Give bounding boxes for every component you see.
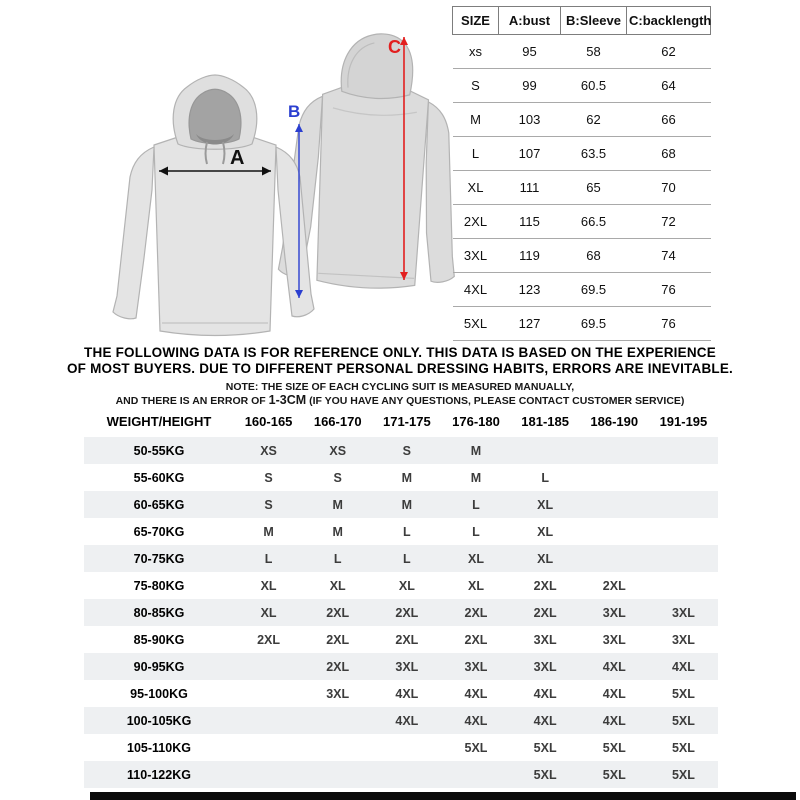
table-cell: S bbox=[264, 497, 273, 512]
table-cell bbox=[580, 437, 649, 464]
table-cell: 3XL bbox=[533, 632, 557, 647]
table-cell: 3XL bbox=[602, 632, 626, 647]
table-cell: L bbox=[333, 551, 342, 566]
table-cell: 3XL bbox=[395, 659, 419, 674]
table-header-row bbox=[453, 7, 711, 35]
disclaimer bbox=[0, 345, 800, 408]
table-row bbox=[84, 464, 718, 491]
table-cell: 72 bbox=[627, 205, 711, 239]
table-cell: XL bbox=[398, 578, 415, 593]
table-row bbox=[84, 545, 718, 572]
back-hoodie-body bbox=[313, 86, 429, 290]
table-cell bbox=[649, 437, 718, 464]
table-cell: xs bbox=[453, 35, 499, 69]
table-cell: 5XL bbox=[671, 767, 695, 782]
table-cell: 3XL bbox=[533, 659, 557, 674]
table-cell: S bbox=[453, 69, 499, 103]
table-row bbox=[84, 599, 718, 626]
table-row bbox=[84, 680, 718, 707]
table-cell: M bbox=[453, 103, 499, 137]
table-cell: 4XL bbox=[395, 686, 419, 701]
weight-height-table bbox=[84, 406, 718, 788]
note-line2-emphasis: 1-3CM bbox=[268, 393, 307, 407]
table-cell bbox=[234, 680, 303, 707]
table-cell: 4XL bbox=[453, 273, 499, 307]
note-line2-prefix: AND THERE IS AN ERROR OF bbox=[115, 395, 269, 407]
table-cell: M bbox=[401, 470, 413, 485]
bottom-bar bbox=[90, 792, 796, 800]
table-cell: XL bbox=[468, 578, 484, 593]
table-cell: 63.5 bbox=[561, 137, 627, 171]
table-row bbox=[453, 103, 711, 137]
table-cell: L bbox=[453, 137, 499, 171]
table-cell bbox=[649, 491, 718, 518]
table-cell bbox=[580, 545, 649, 572]
table-cell: 65 bbox=[561, 171, 627, 205]
front-hoodie-left-sleeve bbox=[113, 147, 154, 319]
table-cell: 2XL bbox=[326, 605, 350, 620]
column-header: 171-175 bbox=[382, 414, 431, 429]
table-cell: 5XL bbox=[602, 767, 626, 782]
table-cell: 2XL bbox=[257, 632, 281, 647]
table-cell: 2XL bbox=[326, 659, 350, 674]
table-cell: 4XL bbox=[464, 686, 488, 701]
table-cell bbox=[234, 707, 303, 734]
table-cell bbox=[234, 761, 303, 788]
table-cell: 127 bbox=[499, 307, 561, 341]
table-cell bbox=[649, 464, 718, 491]
table-cell: 4XL bbox=[671, 659, 695, 674]
table-cell: 60-65KG bbox=[133, 497, 185, 512]
note-line1: NOTE: THE SIZE OF EACH CYCLING SUIT IS MEASURED MANUALLY, bbox=[225, 381, 575, 393]
table-cell: M bbox=[263, 524, 274, 539]
column-header: 186-190 bbox=[590, 414, 639, 429]
column-header: 191-195 bbox=[659, 414, 708, 429]
column-header: B:Sleeve bbox=[561, 7, 627, 35]
table-cell: XL bbox=[260, 605, 277, 620]
table-cell: 75-80KG bbox=[133, 578, 185, 593]
table-row bbox=[84, 734, 718, 761]
table-cell: 4XL bbox=[464, 713, 488, 728]
column-header: 160-165 bbox=[244, 414, 293, 429]
size-spec-table bbox=[452, 6, 711, 341]
table-cell: 50-55KG bbox=[133, 443, 185, 458]
table-cell: 115 bbox=[499, 205, 561, 239]
table-cell: 2XL bbox=[464, 632, 488, 647]
table-cell: 5XL bbox=[671, 713, 695, 728]
note-line2-suffix: (IF YOU HAVE ANY QUESTIONS, PLEASE CONTACT CUSTOMER SERVICE) bbox=[306, 395, 685, 407]
table-cell bbox=[580, 464, 649, 491]
table-cell bbox=[303, 707, 372, 734]
table-row bbox=[84, 626, 718, 653]
front-hoodie-body bbox=[154, 137, 276, 336]
table-row bbox=[453, 137, 711, 171]
table-cell: 80-85KG bbox=[133, 605, 185, 620]
table-cell: 69.5 bbox=[561, 307, 627, 341]
table-row bbox=[84, 761, 718, 788]
table-cell: 4XL bbox=[602, 713, 626, 728]
table-cell: L bbox=[403, 551, 411, 566]
table-cell: 90-95KG bbox=[133, 659, 185, 674]
table-cell: XL bbox=[453, 171, 499, 205]
table-cell: 85-90KG bbox=[133, 632, 185, 647]
table-cell bbox=[441, 761, 510, 788]
table-cell: 5XL bbox=[533, 767, 557, 782]
table-cell bbox=[234, 734, 303, 761]
column-header: A:bust bbox=[499, 7, 561, 35]
table-cell: 66.5 bbox=[561, 205, 627, 239]
table-row bbox=[84, 437, 718, 464]
measurement-label-c: C bbox=[388, 37, 401, 57]
table-cell: 5XL bbox=[453, 307, 499, 341]
table-cell: 105-110KG bbox=[127, 740, 191, 755]
table-cell: 74 bbox=[627, 239, 711, 273]
table-cell: 2XL bbox=[395, 605, 419, 620]
table-row bbox=[84, 518, 718, 545]
table-cell bbox=[649, 545, 718, 572]
table-cell: 2XL bbox=[395, 632, 419, 647]
table-cell: S bbox=[264, 470, 273, 485]
table-cell: M bbox=[470, 443, 482, 458]
table-cell: XL bbox=[537, 551, 554, 566]
table-row bbox=[84, 653, 718, 680]
table-cell: S bbox=[333, 470, 342, 485]
table-cell: XL bbox=[468, 551, 484, 566]
table-cell: M bbox=[401, 497, 413, 512]
table-cell bbox=[234, 653, 303, 680]
measurement-label-b: B bbox=[288, 102, 301, 121]
table-row bbox=[84, 707, 718, 734]
table-cell: 55-60KG bbox=[133, 470, 185, 485]
table-cell: XL bbox=[537, 497, 554, 512]
disclaimer-line1: THE FOLLOWING DATA IS FOR REFERENCE ONLY. THIS DATA IS BASED ON THE EXPERIENCE bbox=[84, 345, 716, 360]
table-cell: M bbox=[332, 497, 343, 512]
table-cell: 76 bbox=[627, 273, 711, 307]
table-cell: L bbox=[403, 524, 411, 539]
table-cell: 95 bbox=[499, 35, 561, 69]
table-cell: 100-105KG bbox=[126, 713, 192, 728]
table-cell: 5XL bbox=[602, 740, 626, 755]
table-cell: 5XL bbox=[464, 740, 488, 755]
table-cell: 95-100KG bbox=[130, 686, 188, 701]
table-cell: 68 bbox=[627, 137, 711, 171]
table-row bbox=[453, 307, 711, 341]
column-header: 166-170 bbox=[313, 414, 362, 429]
table-cell: 99 bbox=[499, 69, 561, 103]
table-cell: 5XL bbox=[671, 740, 695, 755]
table-row bbox=[453, 69, 711, 103]
table-cell bbox=[649, 518, 718, 545]
table-cell: 3XL bbox=[671, 605, 695, 620]
column-header: 181-185 bbox=[521, 414, 569, 429]
table-cell: 2XL bbox=[602, 578, 626, 593]
table-cell: 5XL bbox=[533, 740, 557, 755]
table-cell: 66 bbox=[627, 103, 711, 137]
table-cell: 103 bbox=[499, 103, 561, 137]
table-cell: XL bbox=[329, 578, 346, 593]
table-cell: 62 bbox=[627, 35, 711, 69]
table-cell: 5XL bbox=[671, 686, 695, 701]
table-cell: 69.5 bbox=[561, 273, 627, 307]
table-cell: 4XL bbox=[533, 713, 557, 728]
table-row bbox=[84, 491, 718, 518]
table-cell: 107 bbox=[499, 137, 561, 171]
table-cell: 62 bbox=[561, 103, 627, 137]
table-cell: XS bbox=[329, 443, 347, 458]
disclaimer-line2: OF MOST BUYERS. DUE TO DIFFERENT PERSONAL DRESSING HABITS, ERRORS ARE INEVITABLE. bbox=[66, 361, 733, 376]
front-hoodie-illustration bbox=[113, 75, 314, 336]
table-cell: M bbox=[470, 470, 482, 485]
table-cell: 3XL bbox=[326, 686, 350, 701]
table-cell: 64 bbox=[627, 69, 711, 103]
table-cell: 4XL bbox=[602, 659, 626, 674]
table-cell bbox=[580, 491, 649, 518]
table-cell: 2XL bbox=[464, 605, 488, 620]
hoodie-measurement-diagram bbox=[0, 0, 465, 348]
table-cell: 76 bbox=[627, 307, 711, 341]
column-header: SIZE bbox=[453, 7, 499, 35]
column-header: WEIGHT/HEIGHT bbox=[106, 414, 212, 429]
table-cell: 111 bbox=[499, 171, 561, 205]
column-header: C:backlength bbox=[627, 7, 711, 35]
table-cell: 2XL bbox=[326, 632, 350, 647]
table-cell: 70 bbox=[627, 171, 711, 205]
table-cell bbox=[649, 572, 718, 599]
table-cell: 3XL bbox=[671, 632, 695, 647]
table-cell: XL bbox=[537, 524, 554, 539]
table-cell: S bbox=[402, 443, 412, 458]
table-row bbox=[453, 205, 711, 239]
table-cell: 4XL bbox=[395, 713, 419, 728]
measurement-label-a: A bbox=[230, 147, 245, 169]
table-cell bbox=[580, 518, 649, 545]
table-cell: 70-75KG bbox=[133, 551, 185, 566]
table-cell: L bbox=[472, 524, 480, 539]
table-row bbox=[453, 171, 711, 205]
table-cell: M bbox=[332, 524, 343, 539]
table-header-row bbox=[84, 406, 718, 437]
table-cell: 2XL bbox=[533, 578, 557, 593]
table-cell: 119 bbox=[499, 239, 561, 273]
column-header: 176-180 bbox=[452, 414, 500, 429]
table-cell bbox=[372, 761, 441, 788]
table-cell: 4XL bbox=[533, 686, 557, 701]
table-cell: 4XL bbox=[602, 686, 626, 701]
table-cell: L bbox=[472, 497, 480, 512]
table-row bbox=[84, 572, 718, 599]
table-row bbox=[453, 239, 711, 273]
table-cell: 3XL bbox=[602, 605, 626, 620]
table-cell: L bbox=[541, 470, 549, 485]
table-cell bbox=[303, 761, 372, 788]
table-cell: 60.5 bbox=[561, 69, 627, 103]
table-cell bbox=[303, 734, 372, 761]
table-cell: 65-70KG bbox=[133, 524, 185, 539]
table-row bbox=[453, 35, 711, 69]
table-cell: L bbox=[264, 551, 273, 566]
table-cell: 58 bbox=[561, 35, 627, 69]
table-cell: XL bbox=[260, 578, 277, 593]
table-row bbox=[453, 273, 711, 307]
table-cell: 2XL bbox=[533, 605, 557, 620]
table-cell: 3XL bbox=[453, 239, 499, 273]
table-cell: 123 bbox=[499, 273, 561, 307]
table-cell: 2XL bbox=[453, 205, 499, 239]
table-cell: XS bbox=[260, 443, 277, 458]
table-cell bbox=[372, 734, 441, 761]
table-cell: 3XL bbox=[464, 659, 488, 674]
table-cell bbox=[511, 437, 580, 464]
table-cell: 68 bbox=[561, 239, 627, 273]
table-cell: 110-122KG bbox=[127, 767, 191, 782]
